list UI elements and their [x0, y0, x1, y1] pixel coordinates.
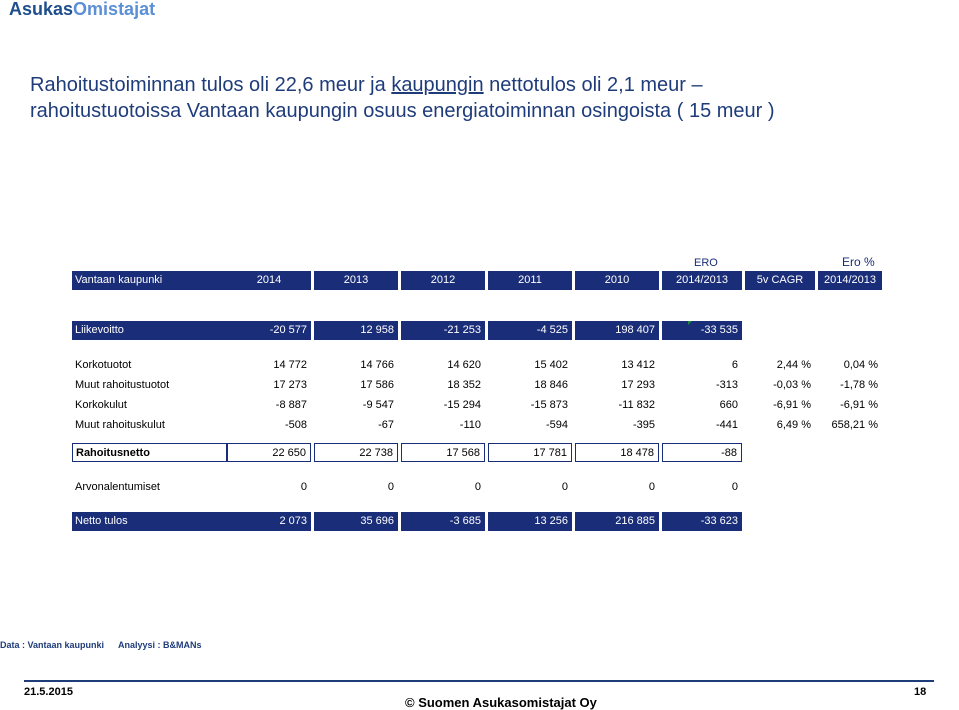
table-cell: -15 294 — [443, 399, 481, 411]
table-row — [72, 396, 882, 415]
table-cell: -594 — [545, 419, 568, 431]
table-cell: 18 352 — [447, 379, 481, 391]
table-cell: -508 — [284, 419, 307, 431]
row-label: Rahoitusnetto — [72, 443, 227, 462]
table-cell: -4 525 — [488, 321, 572, 340]
table-cell: 2 073 — [227, 512, 311, 531]
table-cell: 0 — [561, 481, 568, 493]
table-cell: -6,91 % — [840, 399, 878, 411]
footer-copyright: © Suomen Asukasomistajat Oy — [405, 695, 597, 710]
logo-part1: Asukas — [9, 0, 74, 19]
table-cell: -21 253 — [401, 321, 485, 340]
footer-divider — [24, 680, 934, 682]
title-line-1 — [30, 72, 930, 98]
cell-comment-marker — [688, 321, 692, 325]
table-cell: -3 685 — [401, 512, 485, 531]
table-header-row — [72, 271, 882, 290]
table-cell: 2,44 % — [776, 359, 811, 371]
column-header: 2013 — [314, 271, 398, 290]
column-header: 2011 — [488, 271, 572, 290]
table-cell: -67 — [378, 419, 394, 431]
table-cell: -441 — [715, 419, 738, 431]
table-cell: -8 887 — [275, 399, 307, 411]
table-cell: -88 — [662, 443, 742, 462]
table-cell: 6,49 % — [776, 419, 811, 431]
table-row-netto-tulos — [72, 512, 882, 531]
row-label: Netto tulos — [72, 512, 230, 531]
title-line-2: rahoitustuotoissa Vantaan kaupungin osuus energiatoiminnan osingoista ( 15 meur ) — [30, 100, 775, 122]
table-cell: 0 — [648, 481, 655, 493]
table-cell: 17 781 — [488, 443, 572, 462]
table-cell: -20 577 — [227, 321, 311, 340]
table-row-rahoitusnetto — [72, 443, 882, 462]
table-cell: -15 873 — [530, 399, 568, 411]
row-label: Muut rahoituskulut — [75, 419, 165, 431]
table-row-arvonalentumiset — [72, 478, 882, 497]
logo-part2: Omistajat — [73, 0, 156, 19]
table-row — [72, 416, 882, 435]
table-cell: 14 620 — [447, 359, 481, 371]
table-cell: 14 766 — [360, 359, 394, 371]
row-label: Korkokulut — [75, 399, 127, 411]
table-cell: 0 — [387, 481, 394, 493]
table-row — [72, 376, 882, 395]
table-cell: 17 586 — [360, 379, 394, 391]
title-line1-b: nettotulos oli 2,1 meur – — [483, 74, 703, 96]
column-header: 2014/2013 — [662, 271, 742, 290]
table-row-liikevoitto — [72, 321, 882, 340]
table-cell: -33 623 — [662, 512, 742, 531]
page-title — [30, 72, 930, 124]
footer-sources — [0, 640, 216, 650]
column-header: 2014 — [227, 271, 311, 290]
table-cell: 0,04 % — [843, 359, 878, 371]
table-cell: 15 402 — [534, 359, 568, 371]
footer-analyysi-label: Analyysi : B&MANs — [118, 640, 202, 650]
header-ero: ERO — [694, 257, 718, 269]
table-cell: 6 — [731, 359, 738, 371]
table-cell: 18 478 — [575, 443, 659, 462]
table-cell: 22 738 — [314, 443, 398, 462]
table-cell: 17 293 — [621, 379, 655, 391]
table-cell: 17 273 — [273, 379, 307, 391]
table-cell: -0,03 % — [773, 379, 811, 391]
column-header: 2014/2013 — [818, 271, 882, 290]
row-label: Arvonalentumiset — [75, 481, 160, 493]
table-cell: 13 256 — [488, 512, 572, 531]
title-line1-underlined: kaupungin — [391, 74, 484, 96]
column-header: 2010 — [575, 271, 659, 290]
table-cell: 0 — [474, 481, 481, 493]
table-cell: -9 547 — [362, 399, 394, 411]
row-label: Muut rahoitustuotot — [75, 379, 170, 391]
table-cell: 198 407 — [575, 321, 659, 340]
table-cell: 0 — [731, 481, 738, 493]
app-logo — [9, 0, 155, 20]
row-label: Liikevoitto — [72, 321, 230, 340]
table-cell: -110 — [459, 419, 481, 431]
table-cell: 660 — [719, 399, 738, 411]
row-label: Korkotuotot — [75, 359, 132, 371]
table-cell: 17 568 — [401, 443, 485, 462]
page-number: 18 — [914, 686, 927, 698]
table-cell: -11 832 — [618, 399, 655, 411]
table-cell: -1,78 % — [840, 379, 878, 391]
table-row — [72, 356, 882, 375]
table-cell: 658,21 % — [831, 419, 878, 431]
table-cell: -6,91 % — [773, 399, 811, 411]
header-ero-pct: Ero % — [842, 255, 875, 269]
table-cell: 13 412 — [621, 359, 655, 371]
table-cell: 0 — [300, 481, 307, 493]
table-cell: 216 885 — [575, 512, 659, 531]
table-cell: -313 — [715, 379, 738, 391]
table-cell: 35 696 — [314, 512, 398, 531]
table-cell: -395 — [632, 419, 655, 431]
table-cell: 18 846 — [534, 379, 568, 391]
column-header: 5v CAGR — [745, 271, 815, 290]
footer-date: 21.5.2015 — [24, 686, 73, 698]
table-cell: -33 535 — [662, 321, 742, 340]
title-line1-a: Rahoitustoiminnan tulos oli 22,6 meur ja — [30, 74, 392, 96]
table-cell: 12 958 — [314, 321, 398, 340]
table-cell: 22 650 — [227, 443, 311, 462]
footer-data-label: Data : Vantaan kaupunki — [0, 640, 105, 650]
header-label: Vantaan kaupunki — [72, 271, 230, 290]
table-cell: 14 772 — [273, 359, 307, 371]
column-header: 2012 — [401, 271, 485, 290]
